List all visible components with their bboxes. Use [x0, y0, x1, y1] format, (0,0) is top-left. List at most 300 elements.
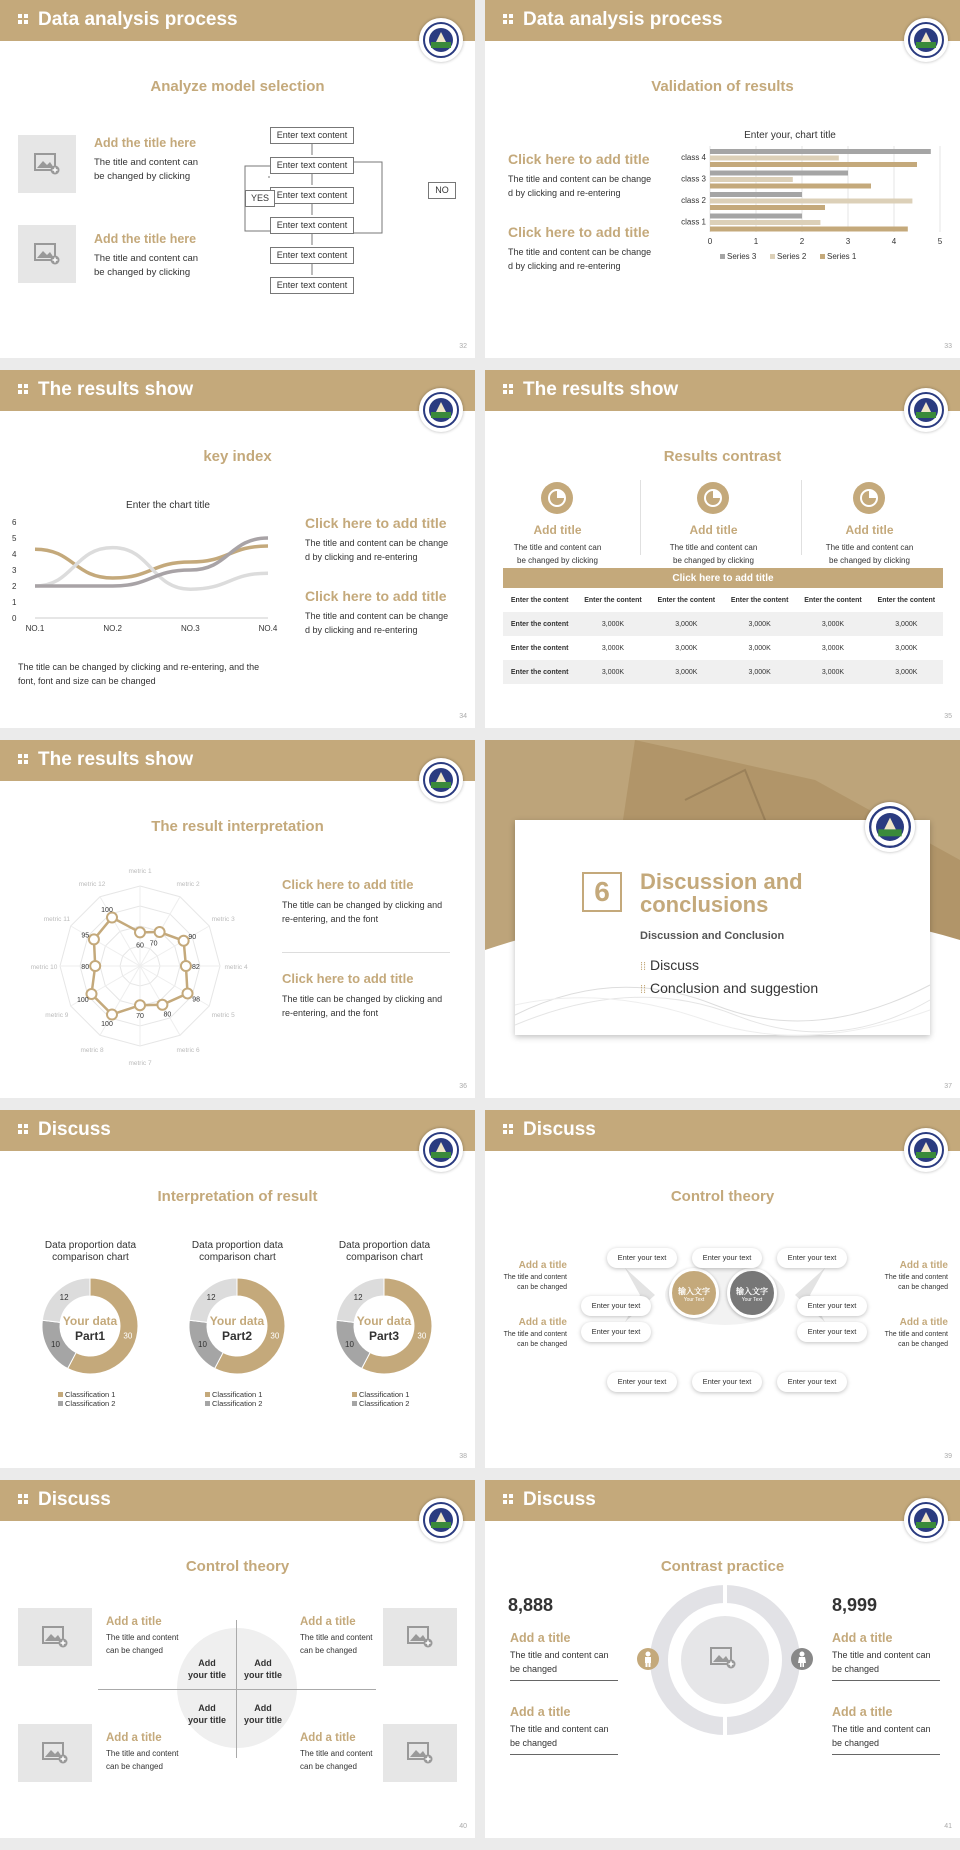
slide-36: [0, 740, 475, 1098]
table-cell: Enter the content: [510, 644, 569, 652]
text-pill[interactable]: Enter your text: [692, 1248, 762, 1268]
axis-label: metric 9: [45, 1012, 69, 1019]
legend-swatch: [205, 1392, 210, 1397]
value-label: 80: [163, 1011, 172, 1019]
university-logo: [419, 388, 463, 432]
contrast-table: [503, 568, 943, 684]
slide-subtitle: Results contrast: [663, 448, 782, 465]
axis-label: metric 5: [211, 1012, 235, 1019]
text-pill[interactable]: Enter your text: [797, 1296, 867, 1316]
header-title: Discuss: [38, 1489, 111, 1510]
image-placeholder[interactable]: [383, 1724, 457, 1782]
page-number: 32: [459, 343, 467, 350]
legend-swatch: [352, 1401, 357, 1406]
center-circle[interactable]: 输入文字 Your Text: [727, 1268, 777, 1318]
bar: [710, 156, 839, 161]
flow-no-label: NO: [428, 182, 456, 199]
text-pill[interactable]: Enter your text: [607, 1372, 677, 1392]
axis-label: metric 3: [211, 916, 235, 923]
legend-label: Series 3: [727, 252, 757, 261]
quadrant-note: Add a title The title and content can be changed: [106, 1732, 179, 1771]
item-text: The title and content can be changed by clicking: [94, 157, 199, 182]
university-logo: [419, 1128, 463, 1172]
tick-label: 0: [707, 237, 713, 246]
donut-center-label: Part3: [368, 1329, 400, 1343]
radar-chart: [25, 848, 255, 1088]
quadrant-label[interactable]: Add your title: [187, 1703, 226, 1725]
slice-label: 10: [51, 1340, 60, 1350]
legend-item: [58, 1390, 115, 1399]
header-title: Discuss: [523, 1489, 596, 1510]
legend-swatch: [58, 1401, 63, 1406]
value-label: 60: [136, 942, 144, 950]
col-text: The title and content can be changed by clicking: [669, 543, 758, 565]
table-cell: 3,000K: [895, 644, 918, 652]
axis-label: metric 1: [128, 868, 152, 875]
legend-label: Series 1: [827, 252, 857, 261]
tick-label: 3: [845, 237, 851, 246]
radar-point: [107, 1009, 117, 1019]
text-pill[interactable]: Enter your text: [581, 1322, 651, 1342]
radar-point: [179, 936, 189, 946]
item-title: Add the title here: [94, 136, 197, 150]
slide-40: [0, 1480, 475, 1838]
side-note: Add a title The title and content can be changed: [503, 1317, 567, 1348]
slide-subtitle: Analyze model selection: [150, 78, 325, 95]
legend-swatch: [205, 1401, 210, 1406]
tick-label: 5: [12, 534, 17, 543]
legend-swatch: [720, 254, 725, 259]
radar-point: [90, 961, 100, 971]
flow-yes-label: YES: [245, 190, 275, 207]
legend-label: Classification 2: [65, 1399, 116, 1408]
tick-label: NO.1: [25, 624, 45, 633]
tick-label: 1: [12, 598, 17, 607]
section-title: Click here to add title: [508, 224, 650, 240]
section-subtitle: Discussion and Conclusion: [640, 930, 785, 942]
university-logo: [904, 18, 948, 62]
table-cell: 3,000K: [576, 660, 649, 684]
university-logo: [419, 758, 463, 802]
table-header-cell: Enter the content: [510, 596, 569, 604]
slice-label: 12: [206, 1292, 216, 1302]
quadrant-note: Add a title The title and content can be changed: [106, 1616, 179, 1655]
section-title: Click here to add title: [305, 515, 447, 531]
center-circle: [177, 1628, 297, 1748]
slide-34: [0, 370, 475, 728]
table-cell: 3,000K: [870, 612, 943, 636]
tick-label: 5: [937, 237, 943, 246]
value-label: 95: [81, 932, 90, 940]
header-dots-icon: [503, 1124, 513, 1134]
value-label: 100: [101, 906, 113, 914]
legend-label: Classification 1: [359, 1390, 410, 1399]
side-note: Add a title The title and content can be changed: [503, 1260, 567, 1291]
bar: [710, 184, 871, 189]
category-label: class 4: [681, 152, 706, 162]
bullet-dots-icon: ⁞⁞: [640, 961, 647, 973]
category-label: class 1: [681, 217, 706, 227]
legend-swatch: [770, 254, 775, 259]
donut-title: Data proportion data comparison chart: [191, 1240, 284, 1263]
donut-center-label: Part1: [74, 1329, 106, 1343]
slide-38: [0, 1110, 475, 1468]
stat-number: 8,888: [508, 1595, 554, 1615]
header-dots-icon: [503, 384, 513, 394]
section-title: Click here to add title: [282, 877, 414, 892]
table-header-cell: Enter the content: [877, 596, 936, 604]
axis-label: metric 6: [176, 1047, 200, 1055]
table-row: [503, 660, 943, 684]
section-text: The title and content can be change d by clicking and re-entering: [305, 611, 449, 635]
university-logo: [419, 1498, 463, 1542]
slide-header: [485, 0, 960, 41]
table-header-cell: Enter the content: [730, 596, 789, 604]
section-title: Discussion and conclusions: [640, 869, 803, 917]
radar-point: [157, 1000, 167, 1010]
slide-subtitle: Control theory: [670, 1188, 775, 1205]
bar: [710, 162, 917, 167]
slice-label: 10: [345, 1340, 354, 1350]
table-cell: 3,000K: [748, 644, 771, 652]
donut-svg: [18, 1268, 163, 1388]
slice-label: 30: [270, 1331, 280, 1341]
table-cell: 3,000K: [870, 660, 943, 684]
quadrant-label[interactable]: Add your title: [243, 1658, 282, 1680]
axis-label: metric 4: [224, 964, 248, 971]
flow-step[interactable]: Enter text content: [270, 127, 354, 144]
col-text: The title and content can be changed by clicking: [513, 543, 602, 565]
university-logo: [865, 802, 915, 852]
line-chart: [10, 498, 278, 643]
donut-svg: [165, 1268, 310, 1388]
table-title[interactable]: Click here to add title: [503, 568, 943, 588]
slide-header: [485, 370, 960, 411]
bar: [710, 177, 793, 182]
slice-label: 30: [417, 1331, 427, 1341]
text-pill[interactable]: Enter your text: [777, 1372, 847, 1392]
donut-svg: [312, 1268, 457, 1388]
legend-label: Classification 2: [359, 1399, 410, 1408]
page-number: 35: [944, 713, 952, 720]
section-text: The title and content can be change d by clicking and re-entering: [508, 174, 652, 198]
slide-header: [0, 1110, 475, 1151]
header-title: Data analysis process: [38, 9, 238, 30]
legend-swatch: [352, 1392, 357, 1397]
section-text: The title can be changed by clicking and re-entering, and the font: [282, 900, 443, 924]
header-dots-icon: [18, 384, 28, 394]
header-dots-icon: [503, 14, 513, 24]
text-pill[interactable]: Enter your text: [607, 1248, 677, 1268]
donut-chart: [165, 1240, 310, 1440]
table-cell: 3,000K: [796, 660, 869, 684]
category-label: class 2: [681, 195, 706, 205]
slide-subtitle: Control theory: [185, 1558, 290, 1575]
radar-point: [89, 934, 99, 944]
slice-label: 12: [59, 1292, 69, 1302]
tick-label: NO.4: [258, 624, 278, 633]
header-dots-icon: [503, 1494, 513, 1504]
tick-label: 4: [12, 550, 17, 559]
legend-item: [352, 1390, 409, 1399]
legend-item: [58, 1399, 115, 1408]
image-placeholder[interactable]: [18, 135, 76, 193]
flow-step[interactable]: Enter text content: [270, 217, 354, 234]
table-cell: 3,000K: [650, 660, 723, 684]
flow-step[interactable]: Enter text content: [270, 187, 354, 204]
item-title: Add the title here: [94, 232, 197, 246]
col-title: Add title: [533, 523, 582, 537]
donut-center-label: Your data: [62, 1314, 118, 1328]
slide-subtitle: Interpretation of result: [157, 1188, 318, 1205]
slide-35: [485, 370, 960, 728]
pie-icon: [541, 482, 573, 514]
page-number: 39: [944, 1453, 952, 1460]
section-number: 6: [582, 872, 622, 912]
donut-title: Data proportion data comparison chart: [338, 1240, 431, 1263]
axis-label: metric 10: [30, 964, 58, 971]
slide-32: [0, 0, 475, 358]
title-card: [515, 820, 930, 1035]
image-icon: [34, 243, 60, 265]
side-note: Add a title The title and content can be changed: [884, 1260, 948, 1291]
value-label: 70: [136, 1013, 144, 1021]
image-icon[interactable]: [710, 1647, 736, 1674]
slide-39: [485, 1110, 960, 1468]
quadrant-label[interactable]: Add your title: [187, 1658, 226, 1680]
tick-label: 6: [12, 518, 17, 527]
divider: [801, 480, 802, 555]
table-row: [503, 612, 943, 636]
bar: [710, 220, 820, 225]
table-cell: 3,000K: [601, 644, 625, 652]
donut-chart: [18, 1240, 163, 1440]
bar: [710, 149, 931, 154]
slide-header: [0, 370, 475, 411]
col-title: Add title: [845, 523, 894, 537]
section-text: The title can be changed by clicking and re-entering, and the font: [282, 994, 443, 1018]
tick-label: 2: [12, 582, 17, 591]
col-title: Add title: [689, 523, 738, 537]
value-label: 70: [149, 940, 158, 948]
text-pill[interactable]: Enter your text: [797, 1322, 867, 1342]
page-number: 36: [459, 1083, 467, 1090]
legend-item: [352, 1399, 409, 1408]
category-label: class 3: [681, 174, 706, 184]
university-logo: [904, 388, 948, 432]
image-placeholder[interactable]: [383, 1608, 457, 1666]
donut-chart: [312, 1240, 457, 1440]
image-icon: [407, 1626, 433, 1648]
pie-icon: [697, 482, 729, 514]
slide-header: [0, 0, 475, 41]
radar-point: [135, 927, 145, 937]
header-dots-icon: [18, 1124, 28, 1134]
page-number: 34: [459, 713, 467, 720]
slice-label: 30: [123, 1331, 133, 1341]
donut-center-label: Part2: [221, 1329, 253, 1343]
image-placeholder[interactable]: [18, 1608, 92, 1666]
table-cell: 3,000K: [821, 644, 845, 652]
chart-title: Enter your, chart title: [744, 130, 836, 141]
center-circle[interactable]: 输入文字 Your Text: [669, 1268, 719, 1318]
table-cell: 3,000K: [576, 612, 649, 636]
axis-label: metric 2: [176, 880, 200, 888]
slide-header: [0, 1480, 475, 1521]
agenda-item[interactable]: ⁞⁞ Discuss: [640, 957, 700, 973]
slide-33: [485, 0, 960, 358]
header-title: The results show: [523, 379, 679, 400]
divider: [640, 480, 641, 555]
radar-point: [107, 913, 117, 923]
header-title: Discuss: [38, 1119, 111, 1140]
legend-label: Classification 1: [212, 1390, 263, 1399]
tick-label: 0: [12, 614, 17, 623]
header-title: The results show: [38, 379, 194, 400]
table-cell: 3,000K: [650, 612, 723, 636]
section-text: The title and content can be change d by clicking and re-entering: [305, 538, 449, 562]
section-text: The title and content can be change d by clicking and re-entering: [508, 247, 652, 271]
tick-label: NO.3: [180, 624, 200, 633]
bar: [710, 205, 825, 210]
section-title: Click here to add title: [282, 971, 414, 986]
col-text: The title and content can be changed by clicking: [825, 543, 914, 565]
radar-point: [135, 1000, 145, 1010]
image-icon: [407, 1742, 433, 1764]
quadrant-label[interactable]: Add your title: [243, 1703, 282, 1725]
page-number: 38: [459, 1453, 467, 1460]
value-label: 100: [101, 1021, 113, 1029]
tick-label: 2: [799, 237, 805, 246]
table-cell: 3,000K: [796, 612, 869, 636]
radar-point: [181, 961, 191, 971]
legend-item: [205, 1399, 262, 1408]
horizontal-axis: [98, 1689, 376, 1690]
donut-center-label: Your data: [356, 1314, 412, 1328]
bar: [710, 214, 802, 219]
bar-chart: [660, 122, 960, 292]
pie-icon: [853, 482, 885, 514]
table-cell: Enter the content: [503, 660, 576, 684]
image-icon: [34, 153, 60, 175]
text-pill[interactable]: Enter your text: [581, 1296, 651, 1316]
table-cell: 3,000K: [675, 644, 698, 652]
side-note: Add a title The title and content can be changed: [884, 1317, 948, 1348]
agenda-item[interactable]: ⁞⁞ Conclusion and suggestion: [640, 980, 819, 996]
table-header-cell: Enter the content: [804, 596, 862, 604]
divider: [282, 952, 450, 953]
header-dots-icon: [18, 1494, 28, 1504]
stat-number: 8,999: [832, 1595, 878, 1615]
legend-label: Classification 2: [212, 1399, 263, 1408]
slice-label: 12: [353, 1292, 363, 1302]
page-number: 41: [944, 1823, 952, 1830]
value-label: 100: [76, 997, 89, 1004]
table-header-cell: Enter the content: [657, 596, 716, 604]
tick-label: 4: [891, 237, 897, 246]
header-title: The results show: [38, 749, 194, 770]
bar: [710, 227, 908, 232]
text-pill[interactable]: Enter your text: [692, 1372, 762, 1392]
slide-41: [485, 1480, 960, 1838]
contrast-note: Add a title The title and content can be changed: [510, 1702, 618, 1755]
tick-label: 3: [12, 566, 17, 575]
page-number: 40: [459, 1823, 467, 1830]
table-cell: 3,000K: [723, 612, 796, 636]
radar-point: [183, 988, 193, 998]
item-text: The title and content can be changed by clicking: [94, 253, 199, 278]
contrast-note: Add a title The title and content can be changed: [832, 1628, 940, 1681]
axis-label: metric 11: [43, 916, 70, 923]
header-title: Discuss: [523, 1119, 596, 1140]
legend-label: Classification 1: [65, 1390, 116, 1399]
image-placeholder[interactable]: [18, 1724, 92, 1782]
header-dots-icon: [18, 14, 28, 24]
header-title: Data analysis process: [523, 9, 723, 30]
slice-label: 10: [198, 1340, 207, 1350]
university-logo: [419, 18, 463, 62]
table-cell: 3,000K: [723, 660, 796, 684]
text-pill[interactable]: Enter your text: [777, 1248, 847, 1268]
tick-label: 1: [753, 237, 759, 246]
section-title: Click here to add title: [508, 151, 650, 167]
table-row: [503, 636, 943, 660]
contrast-note: Add a title The title and content can be changed: [510, 1628, 618, 1681]
axis-label: metric 12: [78, 880, 106, 888]
radar-point: [155, 927, 165, 937]
slide-header: [485, 1480, 960, 1521]
quadrant-note: Add a title The title and content can be changed: [300, 1616, 373, 1655]
table-header-cell: Enter the content: [584, 596, 642, 604]
bar: [710, 199, 912, 204]
donut-title: Data proportion data comparison chart: [44, 1240, 137, 1263]
flow-step[interactable]: Enter text content: [270, 277, 354, 294]
vertical-axis: [236, 1620, 237, 1758]
flow-step[interactable]: Enter text content: [270, 247, 354, 264]
flow-step[interactable]: Enter text content: [270, 157, 354, 174]
value-label: 98: [192, 996, 201, 1004]
axis-label: metric 8: [80, 1047, 104, 1055]
legend-item: [205, 1390, 262, 1399]
slide-header: [485, 1110, 960, 1151]
slide-header: [0, 740, 475, 781]
quadrant-note: Add a title The title and content can be changed: [300, 1732, 373, 1771]
university-logo: [904, 1498, 948, 1542]
value-label: 80: [81, 964, 90, 971]
tick-label: NO.2: [103, 624, 123, 633]
contrast-note: Add a title The title and content can be changed: [832, 1702, 940, 1755]
donut-center-label: Your data: [209, 1314, 265, 1328]
page-number: 37: [944, 1083, 952, 1090]
male-icon: [637, 1648, 659, 1670]
image-placeholder[interactable]: [18, 225, 76, 283]
slide-subtitle: Validation of results: [651, 78, 794, 95]
legend-label: Series 2: [777, 252, 807, 261]
value-label: 82: [192, 964, 200, 971]
footer-note: The title can be changed by clicking and re-entering, and the font, font and size can be changed: [18, 662, 260, 686]
header-dots-icon: [18, 754, 28, 764]
slide-subtitle: Contrast practice: [660, 1558, 785, 1575]
table-cell: Enter the content: [503, 612, 576, 636]
bar: [710, 171, 848, 176]
legend-swatch: [820, 254, 825, 259]
female-icon: [791, 1648, 813, 1670]
legend-swatch: [58, 1392, 63, 1397]
slide-subtitle: key index: [203, 448, 272, 465]
bar: [710, 192, 802, 197]
axis-label: metric 7: [128, 1060, 152, 1067]
slide-37: [485, 740, 960, 1098]
